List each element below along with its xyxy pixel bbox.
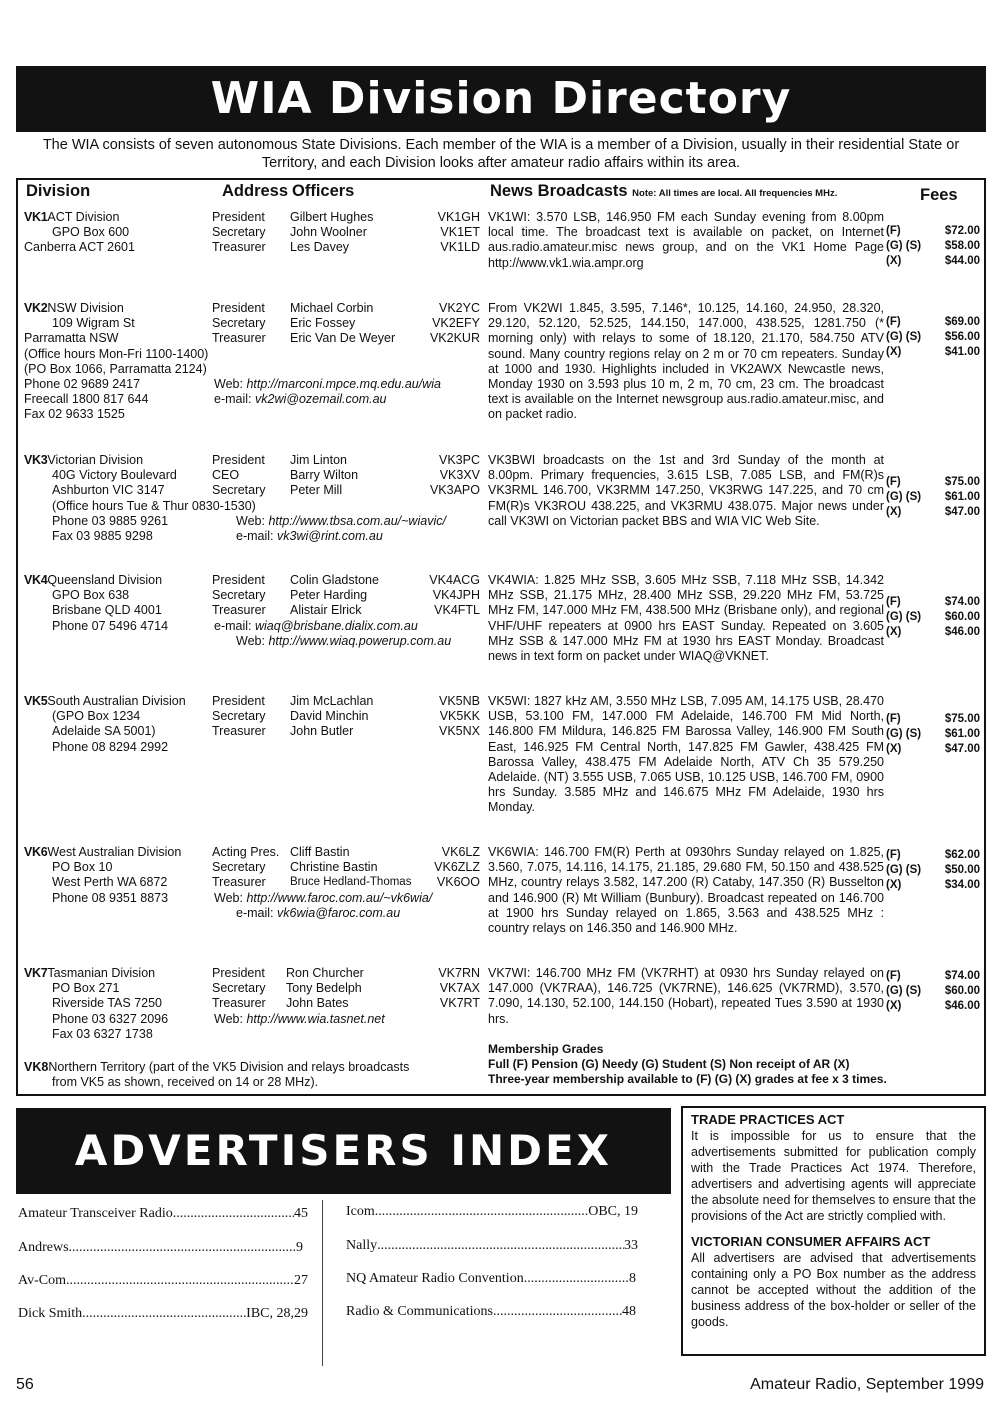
advertiser-name: Amateur Transceiver Radio — [18, 1206, 173, 1221]
grade: (G) (S) — [886, 491, 922, 504]
fee-amounts — [926, 712, 980, 758]
address-line: GPO Box 638 — [52, 588, 130, 603]
fee: $69.00 — [944, 316, 980, 328]
grade: (G) (S) — [886, 864, 922, 877]
officer-callsign: VK6OO — [436, 875, 480, 890]
grade: (X) — [886, 255, 902, 268]
officer-callsign: VK2EFY — [432, 316, 480, 331]
grade: (G) (S) — [886, 331, 922, 344]
fee: $47.00 — [944, 506, 980, 519]
officer-roles — [212, 966, 292, 1012]
email-link[interactable]: wiaq@brisbane.dialix.com.au — [255, 618, 418, 633]
fee: $46.00 — [944, 626, 980, 639]
officer-names — [290, 845, 425, 891]
division-address — [24, 210, 214, 256]
officer-callsign: VK1ET — [440, 225, 480, 240]
fee: $46.00 — [944, 1000, 980, 1013]
grade: (X) — [886, 506, 902, 519]
address-line: Ashburton VIC 3147 — [52, 483, 165, 498]
officer-names — [290, 694, 425, 740]
officer-role: CEO — [212, 468, 240, 483]
division-call: VK8 — [24, 1060, 49, 1074]
officer-role: Secretary — [212, 981, 266, 996]
web-link[interactable]: http://www.wiaq.powerup.com.au — [268, 633, 452, 648]
web-line — [236, 514, 446, 529]
officer-role: Secretary — [212, 860, 266, 875]
officer-role: Treasurer — [212, 996, 266, 1011]
officer-callsign: VK1GH — [437, 210, 480, 224]
address-line: Fax 02 9633 1525 — [24, 407, 125, 422]
grade: (F) — [886, 849, 901, 861]
division-entry-vk2 — [18, 301, 984, 441]
news-broadcast: VK5WI: 1827 kHz AM, 3.550 MHz LSB, 7.095 AM, 14.175 USB, 28.470 USB, 53.100 FM, 147.000 FM Adelaide, 146.700 FM Mid North, 146.800 FM Mildura, 146.825 FM Barossa Valley, 146.900 FM South East, 146.925 FM Central North, 147.825 FM Gawler, 438.425 FM Barossa Valley, 438.475 FM Adelaide North, ATV Ch 35 579.250 Adelaide. (NT) 3.555 USB, 7.065 USB, 10.125 USB, 146.700 FM, 0900 hrs Sunday. 3.585 MHz and 146.675 MHz FM Adelaide, 1930 hrs Monday. — [488, 694, 884, 815]
officer-role: President — [212, 573, 265, 587]
officer-name: Tony Bedelph — [286, 981, 362, 996]
division-entry-vk5 — [18, 694, 984, 834]
membership-line: Three-year membership available to (F) (G) (X) grades at fee x 3 times. — [488, 1072, 887, 1086]
grade: (F) — [886, 225, 901, 237]
officer-name: Bruce Hedland-Thomas — [290, 876, 412, 889]
trade-practices-text: It is impossible for us to ensure that the advertisements submitted for publication comply with the Trade Practices Act 1974. Therefore, advertisers and advertising agents will appreciate the absolute need for themselves to ensure that the provisions of the Act are strictly complied with. — [691, 1129, 976, 1223]
web-line — [214, 377, 441, 392]
advertiser-entry[interactable] — [18, 1273, 308, 1289]
advertiser-entry[interactable] — [18, 1206, 308, 1222]
publication-info: Amateur Radio, September 1999 — [750, 1376, 984, 1393]
address-line: PO Box 10 — [52, 860, 113, 875]
officer-role: President — [212, 694, 265, 708]
officer-name: Jim McLachlan — [290, 694, 374, 708]
address-line: Phone 08 8294 2992 — [52, 739, 169, 754]
leader-dots — [377, 1238, 624, 1254]
news-broadcast: VK7WI: 146.700 MHz FM (VK7RHT) at 0930 hrs Sunday relayed on 147.000 (VK7RAA), 146.725 (VK7RNE), 146.625 (VK7RMD), 3.570, 7.090, 14.130, 52.100, 144.150 (Hobart), repeated Tues 3.590 at 1930 hrs. — [488, 966, 884, 1026]
officer-names — [286, 966, 421, 1012]
division-name: South Australian Division — [47, 694, 186, 708]
web-link[interactable]: http://www.faroc.com.au/~vk6wia/ — [246, 890, 433, 905]
grade: (F) — [886, 596, 901, 608]
grade: (G) (S) — [886, 728, 922, 741]
officer-callsign: VK5KK — [439, 709, 480, 724]
advertiser-entry[interactable] — [18, 1306, 308, 1322]
advertiser-page: 33 — [624, 1238, 638, 1253]
column-divider — [322, 1200, 323, 1366]
leader-dots — [524, 1271, 629, 1287]
advertisers-title: ADVERTISERS INDEX — [74, 1126, 613, 1175]
address-line: (Office hours Mon-Fri 1100-1400) — [24, 346, 209, 361]
officer-role: Acting Pres. — [212, 845, 280, 859]
officer-calls — [414, 453, 480, 499]
officer-role: Treasurer — [212, 331, 266, 346]
grade: (F) — [886, 316, 901, 328]
membership-line: Full (F) Pension (G) Needy (G) Student (S) Non receipt of AR (X) — [488, 1057, 850, 1071]
division-name: ACT Division — [47, 210, 120, 224]
advertiser-name: Andrews — [18, 1240, 69, 1255]
division-address — [24, 573, 214, 634]
officer-roles — [212, 453, 292, 499]
division-name: Queensland Division — [47, 573, 163, 587]
officer-role: Secretary — [212, 588, 266, 603]
advertiser-name: Dick Smith — [18, 1306, 83, 1321]
fee-amounts — [926, 315, 980, 361]
officer-roles — [212, 845, 292, 891]
division-call: VK7 — [24, 966, 48, 980]
membership-grades — [488, 1042, 982, 1087]
header-address: Address — [222, 182, 289, 200]
division-call: VK6 — [24, 845, 48, 859]
fee: $74.00 — [944, 970, 980, 982]
grade: (G) (S) — [886, 240, 922, 253]
officer-calls — [414, 573, 480, 619]
officer-name: Cliff Bastin — [290, 845, 350, 859]
advertiser-page: IBC, 28,29 — [246, 1306, 308, 1321]
leader-dots — [493, 1304, 622, 1320]
legal-notice-box — [681, 1106, 986, 1356]
officer-callsign: VK7AX — [439, 981, 480, 996]
officer-name: Colin Gladstone — [290, 573, 379, 587]
address-line: Parramatta NSW — [24, 331, 119, 346]
officer-role: Secretary — [212, 709, 266, 724]
title-banner — [16, 66, 986, 132]
fee: $75.00 — [944, 713, 980, 725]
fee: $34.00 — [944, 879, 980, 892]
division-directory — [16, 178, 986, 1096]
grade: (X) — [886, 879, 902, 892]
fee-amounts — [926, 848, 980, 894]
fee: $60.00 — [944, 985, 980, 998]
web-label: Web: — [236, 513, 265, 528]
officer-role: Secretary — [212, 225, 266, 240]
web-label: Web: — [236, 633, 265, 648]
fee-amounts — [926, 595, 980, 641]
fee-grades — [886, 969, 926, 1015]
officer-calls — [414, 845, 480, 891]
division-call: VK1 — [24, 210, 48, 224]
officer-names — [290, 573, 425, 619]
fee-grades — [886, 848, 926, 894]
web-link[interactable]: http://marconi.mpce.mq.edu.au/wia — [246, 377, 441, 391]
address-line: West Perth WA 6872 — [52, 875, 168, 890]
fee: $61.00 — [944, 491, 980, 504]
leader-dots — [66, 1273, 294, 1289]
header-note: Note: All times are local. All frequencies MHz. — [632, 188, 838, 199]
division-call: VK5 — [24, 694, 48, 708]
officer-roles — [212, 301, 292, 347]
division-entry-vk6 — [18, 845, 984, 945]
officer-callsign: VK7RT — [439, 996, 480, 1011]
division-call: VK2 — [24, 301, 48, 315]
advertiser-entry[interactable] — [346, 1204, 638, 1220]
officer-name: Michael Corbin — [290, 301, 374, 315]
officer-calls — [414, 301, 480, 347]
fee: $50.00 — [944, 864, 980, 877]
advertiser-name: Icom — [346, 1204, 375, 1219]
fee: $74.00 — [944, 596, 980, 608]
email-link[interactable]: vk3wi@rint.com.au — [277, 529, 383, 543]
officer-name: John Woolner — [290, 225, 367, 240]
address-line: Adelaide SA 5001) — [52, 724, 156, 739]
address-line: Fax 03 6327 1738 — [52, 1026, 153, 1041]
email-link[interactable]: vk6wia@faroc.com.au — [277, 905, 401, 920]
header-division: Division — [26, 182, 91, 200]
officer-name: David Minchin — [290, 709, 369, 724]
email-link[interactable]: vk2wi@ozemail.com.au — [255, 392, 387, 407]
address-line: (GPO Box 1234 — [52, 709, 141, 724]
grade: (G) (S) — [886, 611, 922, 624]
address-line: Phone 07 5496 4714 — [52, 618, 169, 633]
officer-role: Secretary — [212, 483, 266, 498]
advertiser-entry[interactable] — [18, 1240, 303, 1256]
officer-name: Barry Wilton — [290, 468, 359, 483]
email-label: e-mail: — [236, 905, 274, 920]
fee: $61.00 — [944, 728, 980, 741]
advertiser-name: Radio & Communications — [346, 1304, 493, 1319]
officer-callsign: VK3XV — [439, 468, 480, 483]
officer-role: Secretary — [212, 316, 266, 331]
division-name: Victorian Division — [47, 453, 144, 467]
address-line: 109 Wigram St — [52, 316, 135, 331]
advertiser-page: 45 — [294, 1206, 308, 1221]
advertiser-entry[interactable] — [346, 1304, 636, 1320]
division-address — [24, 966, 214, 1042]
officer-name: Les Davey — [290, 240, 350, 255]
membership-title: Membership Grades — [488, 1042, 604, 1056]
fee: $47.00 — [944, 743, 980, 756]
address-line: Riverside TAS 7250 — [52, 996, 163, 1011]
division-address — [24, 301, 214, 347]
officer-name: Gilbert Hughes — [290, 210, 374, 224]
advertiser-page: OBC, 19 — [588, 1204, 638, 1219]
address-line: Phone 08 9351 8873 — [52, 890, 169, 905]
division-name: Tasmanian Division — [47, 966, 156, 980]
officer-name: Eric Fossey — [290, 316, 356, 331]
fee-grades — [886, 475, 926, 521]
news-broadcast: VK4WIA: 1.825 MHz SSB, 3.605 MHz SSB, 7.118 MHz SSB, 14.342 MHz SSB, 21.175 MHz, 28.400 MHz SSB, 29.220 MHz FM, 53.725 MHz FM, 147.000 MHz FM, 438.500 MHz (Brisbane only), and regional VHF/UHF repeaters at 0900 hrs EAST Sunday. Repeated on 3.605 MHz SSB & 147.000 MHz FM at 1930 hrs EAST Monday. Broadcast news in text form on packet under WIAQ@VKNET. — [488, 573, 884, 664]
division-entry-vk4 — [18, 573, 984, 683]
fee: $72.00 — [944, 225, 980, 237]
leader-dots — [69, 1240, 296, 1256]
division-entry-vk7 — [18, 966, 984, 1046]
advertiser-entry[interactable] — [346, 1238, 638, 1254]
address-line: Freecall 1800 817 644 — [24, 392, 149, 407]
news-broadcast: VK1WI: 3.570 LSB, 146.950 FM each Sunday evening from 8.00pm local time. The broadcast text is available on packet, on Internet aus.radio.amateur.misc news group, and on the VK1 Home Page http://www.vk1.wia.ampr.org — [488, 210, 884, 270]
division-address — [24, 845, 214, 906]
officer-callsign: VK6LZ — [441, 845, 480, 859]
officer-role: President — [212, 301, 265, 315]
officer-callsign: VK3APO — [429, 483, 480, 498]
email-line — [236, 529, 383, 544]
advertiser-name: Av-Com — [18, 1273, 66, 1288]
advertiser-entry[interactable] — [346, 1271, 636, 1287]
email-label: e-mail: — [214, 618, 252, 633]
trade-practices-title: TRADE PRACTICES ACT — [691, 1112, 845, 1127]
officer-name: Eric Van De Weyer — [290, 331, 396, 346]
fee-amounts — [926, 969, 980, 1015]
fee: $44.00 — [944, 255, 980, 268]
officer-callsign: VK2YC — [439, 301, 480, 315]
officer-role: President — [212, 966, 265, 980]
address-line: Fax 03 9885 9298 — [52, 529, 153, 543]
officer-name: John Butler — [290, 724, 354, 739]
advertiser-page: 9 — [296, 1240, 303, 1255]
web-label: Web: — [214, 1011, 243, 1026]
officer-roles — [212, 210, 292, 256]
address-line: GPO Box 600 — [52, 225, 130, 240]
web-link[interactable]: http://www.wia.tasnet.net — [246, 1011, 385, 1026]
division-note: from VK5 as shown, received on 14 or 28 MHz). — [52, 1075, 319, 1089]
grade: (F) — [886, 713, 901, 725]
officer-role: Treasurer — [212, 724, 266, 739]
division-name: NSW Division — [47, 301, 124, 315]
grade: (F) — [886, 476, 901, 488]
grade: (X) — [886, 626, 902, 639]
officer-calls — [414, 966, 480, 1012]
consumer-affairs-title: VICTORIAN CONSUMER AFFAIRS ACT — [691, 1234, 931, 1249]
officer-names — [290, 210, 425, 256]
officer-callsign: VK2KUR — [429, 331, 480, 346]
division-call: VK4 — [24, 573, 48, 587]
fee: $75.00 — [944, 476, 980, 488]
leader-dots — [375, 1204, 588, 1220]
web-link[interactable]: http://www.tbsa.com.au/~wiavic/ — [268, 513, 446, 528]
grade: (G) (S) — [886, 985, 922, 998]
officer-role: Treasurer — [212, 603, 266, 618]
email-label: e-mail: — [214, 392, 252, 407]
advertiser-name: NQ Amateur Radio Convention — [346, 1271, 524, 1286]
grade: (X) — [886, 1000, 902, 1013]
officer-name: Christine Bastin — [290, 860, 378, 875]
division-entry-vk1 — [18, 210, 984, 290]
fee: $41.00 — [944, 346, 980, 359]
officer-callsign: VK1LD — [440, 240, 480, 255]
news-broadcast: From VK2WI 1.845, 3.595, 7.146*, 10.125, 14.160, 24.950, 28.320, 29.120, 52.120, 52.525, 144.150, 147.000, 438.525, 1281.750 (* morning only) with relays to some of 18.120, 21.170, 584.750 ATV sound. Many country regions relay on 2 m or 70 cm repeaters. Sunday at 1000 and 1930. Highlights included in VK2AWX Newcastle news, Monday 1930 on 3.593 plus 10 m, 2 m, 70 cm, 23 cm. The broadcast text is available on the Internet newsgroup aus.radio.amateur.misc, and on packet radio. — [488, 301, 884, 422]
leader-dots — [173, 1206, 294, 1222]
officer-callsign: VK4JPH — [432, 588, 480, 603]
fee: $58.00 — [944, 240, 980, 253]
officer-calls — [414, 694, 480, 740]
web-line — [214, 1012, 385, 1027]
officer-name: Peter Harding — [290, 588, 368, 603]
address-line: (PO Box 1066, Parramatta 2124) — [24, 361, 207, 376]
officer-name: Alistair Elrick — [290, 603, 362, 618]
web-line — [214, 891, 432, 906]
fee-amounts — [926, 224, 980, 270]
header-news-label: News Broadcasts — [490, 182, 628, 200]
email-label: e-mail: — [236, 529, 274, 543]
address-line: Phone 03 6327 2096 — [52, 1011, 169, 1026]
division-name: West Australian Division — [47, 845, 182, 859]
officer-name: John Bates — [286, 996, 349, 1011]
fee-grades — [886, 595, 926, 641]
officer-role: President — [212, 453, 265, 467]
email-line — [214, 619, 418, 634]
officer-callsign: VK4FTL — [434, 603, 480, 618]
header-officers: Officers — [292, 182, 355, 200]
web-line — [236, 634, 451, 649]
advertiser-page: 8 — [629, 1271, 636, 1286]
officer-role: Treasurer — [212, 240, 266, 255]
division-address — [24, 694, 214, 755]
web-label: Web: — [214, 890, 243, 905]
fee-grades — [886, 712, 926, 758]
officer-roles — [212, 694, 292, 740]
address-line: Brisbane QLD 4001 — [52, 603, 162, 618]
officer-names — [290, 453, 425, 499]
advertiser-page: 48 — [622, 1304, 636, 1319]
fee-grades — [886, 315, 926, 361]
officer-callsign: VK5NB — [439, 694, 480, 708]
address-line: Phone 02 9689 2417 — [24, 377, 141, 391]
news-broadcast: VK3BWI broadcasts on the 1st and 3rd Sunday of the month at 8.00pm. Primary frequencies, 3.615 LSB, 7.085 LSB, and FM(R)s VK3RML 146.700, VK3RMM 147.250, VK3RWG 147.225, and 70 cm FM(R)s VK3ROU 438.225, and VK3RMU 438.075. Major news under call VK3WI on Victorian packet BBS and WIA VIC Web Site. — [488, 453, 884, 528]
grade: (X) — [886, 743, 902, 756]
fee-amounts — [926, 475, 980, 521]
page-number: 56 — [16, 1376, 34, 1393]
fee: $56.00 — [944, 331, 980, 344]
officer-role: President — [212, 210, 265, 224]
grade: (F) — [886, 970, 901, 982]
intro-text: The WIA consists of seven autonomous State Divisions. Each member of the WIA is a member of a Division, usually in their residential State or Territory, and each Division looks after amateur radio affairs within its area. — [42, 137, 960, 171]
officer-name: Jim Linton — [290, 453, 347, 467]
address-line: Phone 03 9885 9261 — [52, 513, 169, 528]
officer-role: Treasurer — [212, 875, 266, 890]
fee: $60.00 — [944, 611, 980, 624]
officer-callsign: VK5NX — [439, 724, 480, 739]
advertiser-page: 27 — [294, 1273, 308, 1288]
fee-grades — [886, 224, 926, 270]
fee: $62.00 — [944, 849, 980, 861]
header-news — [490, 182, 837, 201]
page-title: WIA Division Directory — [210, 73, 792, 124]
officer-calls — [414, 210, 480, 256]
address-line: 40G Victory Boulevard — [52, 468, 177, 483]
officer-callsign: VK6ZLZ — [434, 860, 480, 875]
officer-name: Peter Mill — [290, 483, 343, 498]
address-line: Canberra ACT 2601 — [24, 240, 135, 255]
leader-dots — [82, 1306, 246, 1322]
advertisers-banner — [16, 1108, 671, 1194]
officer-callsign: VK4ACG — [429, 573, 480, 587]
consumer-affairs-text: All advertisers are advised that advertisements containing only a PO Box number as the address cannot be accepted without the addition of the business address of the box-holder or seller of the goods. — [691, 1251, 976, 1329]
officer-roles — [212, 573, 292, 619]
email-line — [214, 392, 386, 407]
officer-callsign: VK7RN — [438, 966, 480, 980]
address-line: PO Box 271 — [52, 981, 120, 996]
header-fees: Fees — [920, 186, 958, 204]
news-broadcast: VK6WIA: 146.700 FM(R) Perth at 0930hrs Sunday relayed on 1.825, 3.560, 7.075, 14.116, 14.175, 21.185, 29.680 FM, 50.150 and 438.525 MHz, country relays 3.582, 147.200 (R) Cataby, 147.350 (R) Busselton and 146.900 (R) Mt William (Bunbury). Broadcast repeated on 146.700 at 1900 hrs Sunday relayed on 1.865, 3.563 and 438.525 MHz : country relays on 146.350 and 146.900 MHz. — [488, 845, 884, 936]
division-name: Northern Territory (part of the VK5 Division and relays broadcasts — [48, 1060, 410, 1074]
web-label: Web: — [214, 377, 243, 391]
address-line: (Office hours Tue & Thur 0830-1530) — [52, 498, 256, 513]
officer-names — [290, 301, 425, 347]
email-line — [236, 906, 400, 921]
officer-name: Ron Churcher — [286, 966, 364, 980]
division-entry-vk8 — [24, 1060, 474, 1090]
grade: (X) — [886, 346, 902, 359]
officer-callsign: VK3PC — [439, 453, 480, 467]
advertiser-name: Nally — [346, 1238, 378, 1253]
division-entry-vk3 — [18, 453, 984, 568]
division-address — [24, 453, 214, 499]
division-call: VK3 — [24, 453, 48, 467]
